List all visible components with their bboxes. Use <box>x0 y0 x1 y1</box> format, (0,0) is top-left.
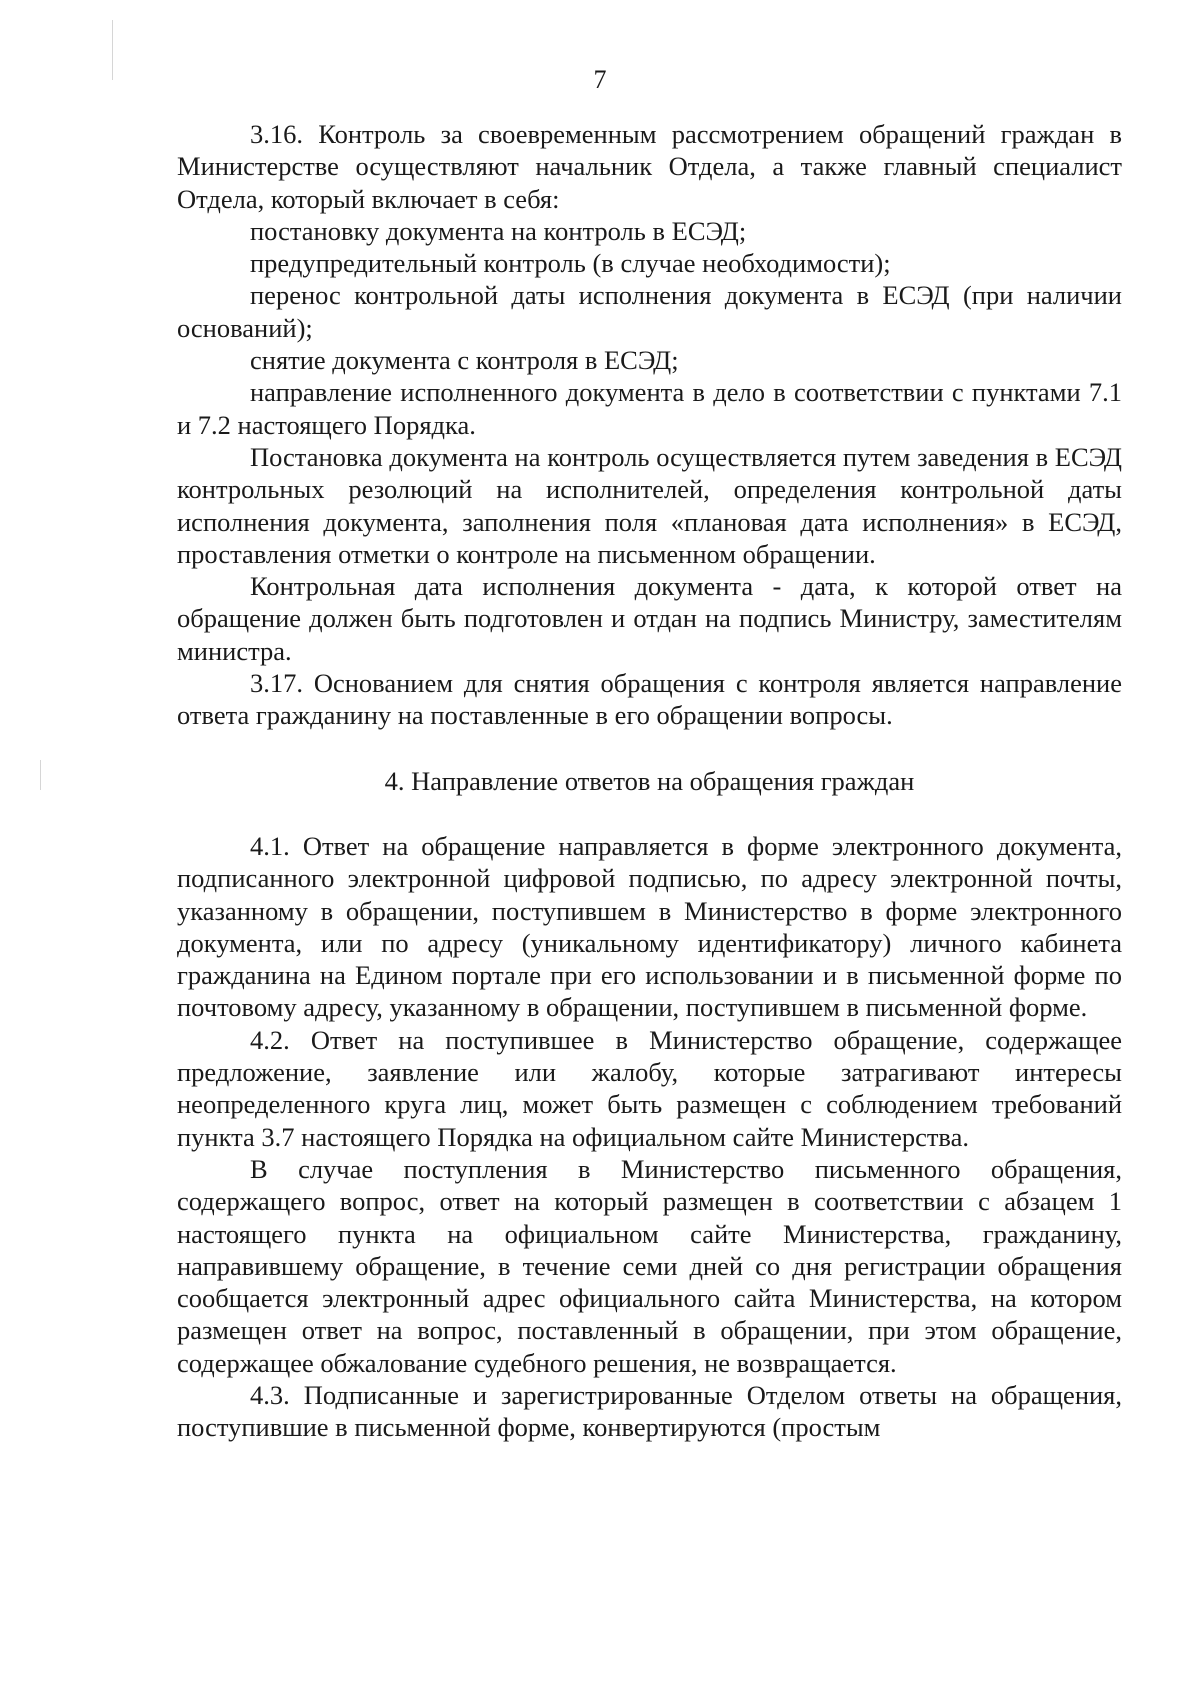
list-item: направление исполненного документа в дело в соответствии с пунктами 7.1 и 7.2 настоящего Порядка. <box>177 377 1122 440</box>
list-item: предупредительный контроль (в случае необходимости); <box>250 248 891 279</box>
list-item: постановку документа на контроль в ЕСЭД; <box>250 215 747 246</box>
paragraph-3-17: 3.17. Основанием для снятия обращения с контроля является направление ответа гражданину на поставленные в его обращении вопросы. <box>177 668 1122 731</box>
scan-artifact <box>40 760 41 790</box>
paragraph-4-2: 4.2. Ответ на поступившее в Министерство обращение, содержащее предложение, заявление или жалобу, которые затрагивают интересы неопределенного круга лиц, может быть размещен с соблюдением требований пункта 3.7 настоящего Порядка на официальном сайте Министерства. <box>177 1024 1122 1152</box>
list-item: снятие документа с контроля в ЕСЭД; <box>250 345 679 376</box>
list-item: перенос контрольной даты исполнения документа в ЕСЭД (при наличии оснований); <box>177 280 1122 343</box>
page-number: 7 <box>593 65 607 94</box>
paragraph: Контрольная дата исполнения документа - дата, к которой ответ на обращение должен быть подготовлен и отдан на подпись Министру, заместителям министра. <box>177 571 1122 666</box>
paragraph-4-3: 4.3. Подписанные и зарегистрированные Отделом ответы на обращения, поступившие в письменной форме, конвертируются (простым <box>177 1379 1122 1443</box>
document-body <box>177 118 1122 1444</box>
paragraph-3-16: 3.16. Контроль за своевременным рассмотрением обращений граждан в Министерстве осуществляют начальник Отдела, а также главный специалист Отдела, который включает в себя: <box>177 119 1122 214</box>
section-heading: 4. Направление ответов на обращения граждан <box>384 765 915 796</box>
paragraph: В случае поступления в Министерство письменного обращения, содержащего вопрос, ответ на который размещен в соответствии с абзацем 1 настоящего пункта на официальном сайте Министерства, гражданину, направившему обращение, в течение семи дней со дня регистрации обращения сообщается электронный адрес официального сайта Министерства, на котором размещен ответ на вопрос, поставленный в обращении, при этом обращение, содержащее обжалование судебного решения, не возвращается. <box>177 1153 1122 1378</box>
paragraph: Постановка документа на контроль осуществляется путем заведения в ЕСЭД контрольных резолюций на исполнителей, определения контрольной даты исполнения документа, заполнения поля «плановая дата исполнения» в ЕСЭД, проставления отметки о контроле на письменном обращении. <box>177 441 1122 569</box>
paragraph-4-1: 4.1. Ответ на обращение направляется в форме электронного документа, подписанного электронной цифровой подписью, по адресу электронной почты, указанному в обращении, поступившем в Министерство в форме электронного документа, или по адресу (уникальному идентификатору) личного кабинета гражданина на Едином портале при его использовании и в письменной форме по почтовому адресу, указанному в обращении, поступившем в письменной форме. <box>177 830 1122 1023</box>
